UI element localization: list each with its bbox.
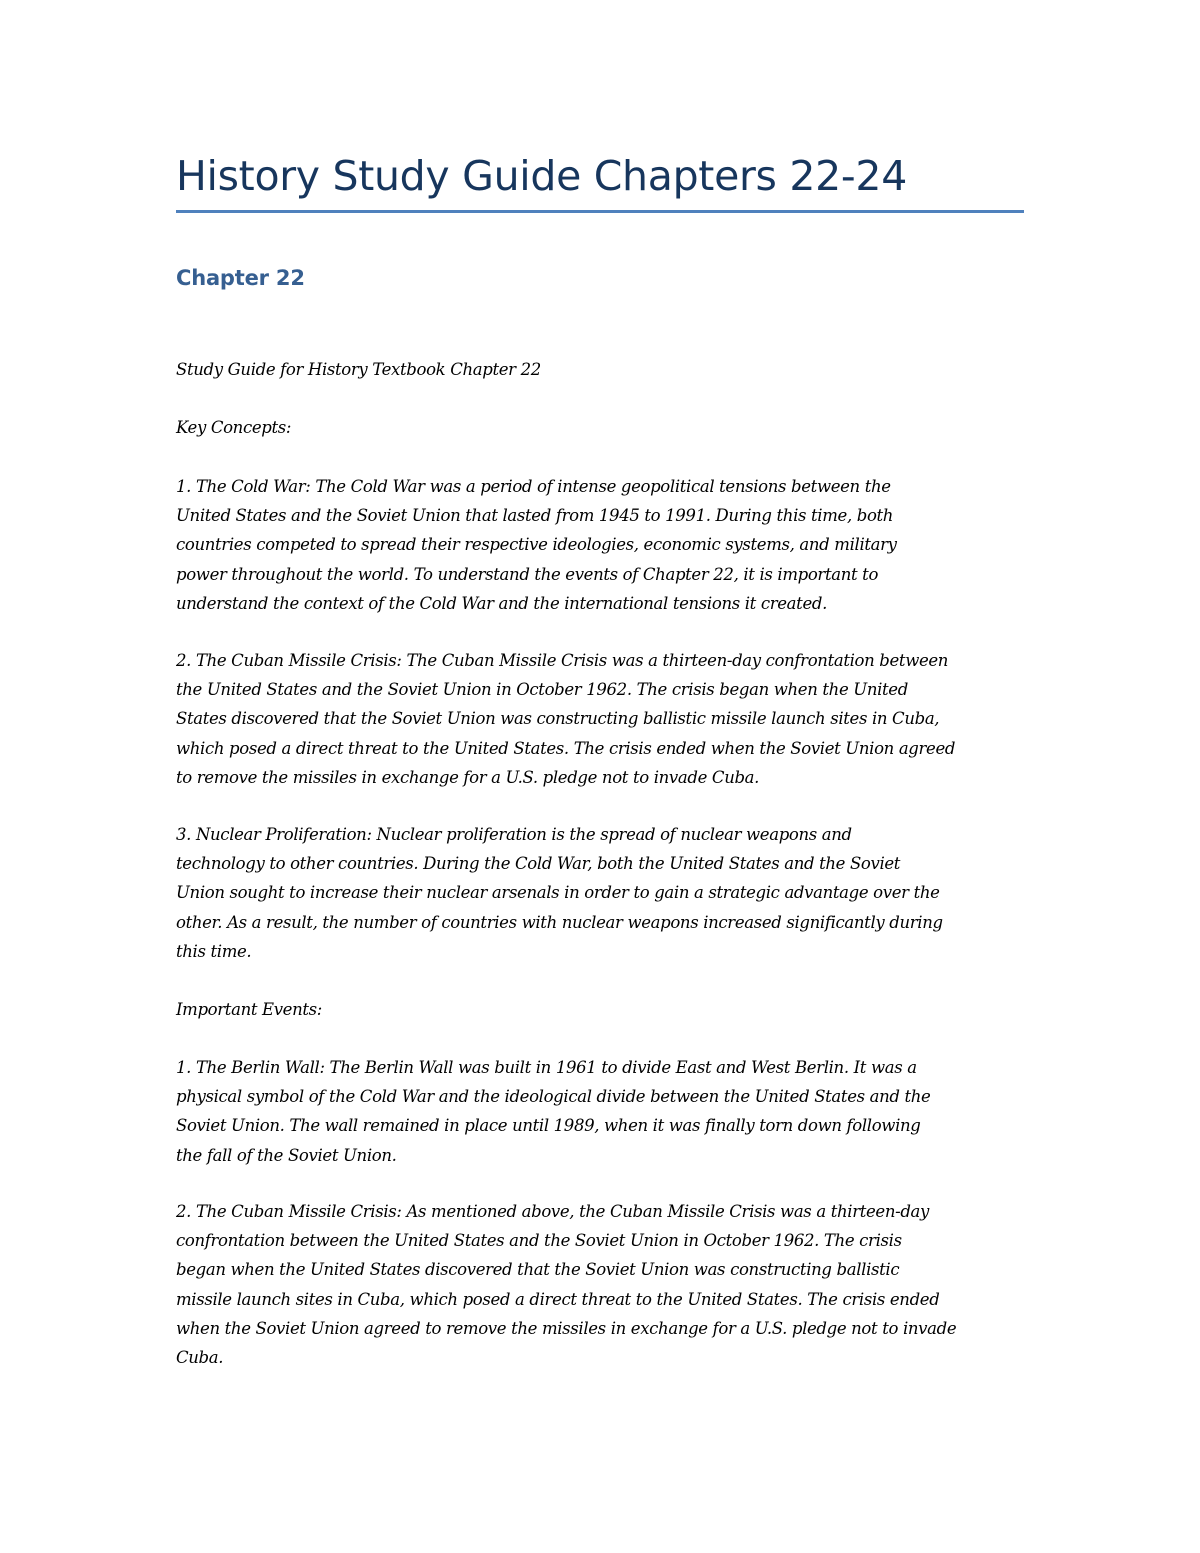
paragraph-line: began when the United States discovered that the Soviet Union was constructing ballistic [176, 1260, 900, 1280]
paragraph-line: Union sought to increase their nuclear arsenals in order to gain a strategic advantage over the [176, 883, 940, 903]
paragraph-line: power throughout the world. To understand the events of Chapter 22, it is important to [176, 564, 879, 584]
concept-nuclear-proliferation [176, 820, 1026, 966]
paragraph-line: Soviet Union. The wall remained in place until 1989, when it was finally torn down following [176, 1116, 921, 1136]
paragraph-line: Cuba. [176, 1348, 224, 1368]
document-title: History Study Guide Chapters 22-24 [176, 152, 907, 200]
paragraph-line: confrontation between the United States and the Soviet Union in October 1962. The crisis [176, 1231, 902, 1251]
paragraph-line: this time. [176, 941, 252, 961]
paragraph-line: which posed a direct threat to the United States. The crisis ended when the Soviet Union agreed [176, 738, 956, 758]
paragraph-line: technology to other countries. During the Cold War, both the United States and the Soviet [176, 854, 901, 874]
paragraph-line: 2. The Cuban Missile Crisis: As mentioned above, the Cuban Missile Crisis was a thirteen-day [176, 1202, 930, 1221]
title-underline-rule [176, 210, 1024, 213]
paragraph-line: the United States and the Soviet Union in October 1962. The crisis began when the United [176, 680, 908, 700]
chapter-heading: Chapter 22 [176, 266, 305, 290]
paragraph-line: understand the context of the Cold War and the international tensions it created. [176, 593, 827, 613]
paragraph-line: countries competed to spread their respective ideologies, economic systems, and military [176, 535, 897, 555]
paragraph-line: physical symbol of the Cold War and the ideological divide between the United States and the [176, 1087, 931, 1107]
important-events-label: Important Events: [176, 1000, 322, 1019]
event-berlin-wall [176, 1053, 1026, 1170]
key-concepts-label: Key Concepts: [176, 418, 292, 437]
paragraph-line: 2. The Cuban Missile Crisis: The Cuban Missile Crisis was a thirteen-day confrontation between [176, 651, 949, 670]
paragraph-line: the fall of the Soviet Union. [176, 1145, 397, 1165]
paragraph-line: other. As a result, the number of countries with nuclear weapons increased significantly during [176, 912, 943, 932]
paragraph-line: United States and the Soviet Union that lasted from 1945 to 1991. During this time, both [176, 506, 894, 526]
concept-cold-war [176, 472, 1026, 618]
paragraph-line: 3. Nuclear Proliferation: Nuclear proliferation is the spread of nuclear weapons and [176, 825, 852, 844]
study-guide-subtitle: Study Guide for History Textbook Chapter 22 [176, 360, 541, 379]
event-cuban-missile-crisis [176, 1197, 1026, 1372]
paragraph-line: missile launch sites in Cuba, which posed a direct threat to the United States. The crisis ended [176, 1289, 940, 1309]
paragraph-line: 1. The Berlin Wall: The Berlin Wall was built in 1961 to divide East and West Berlin. It was a [176, 1058, 917, 1077]
paragraph-line: to remove the missiles in exchange for a U.S. pledge not to invade Cuba. [176, 767, 760, 787]
paragraph-line: when the Soviet Union agreed to remove the missiles in exchange for a U.S. pledge not to invade [176, 1318, 957, 1338]
paragraph-line: 1. The Cold War: The Cold War was a period of intense geopolitical tensions between the [176, 477, 891, 496]
concept-cuban-missile-crisis [176, 646, 1026, 792]
paragraph-line: States discovered that the Soviet Union was constructing ballistic missile launch sites in Cuba, [176, 709, 940, 729]
